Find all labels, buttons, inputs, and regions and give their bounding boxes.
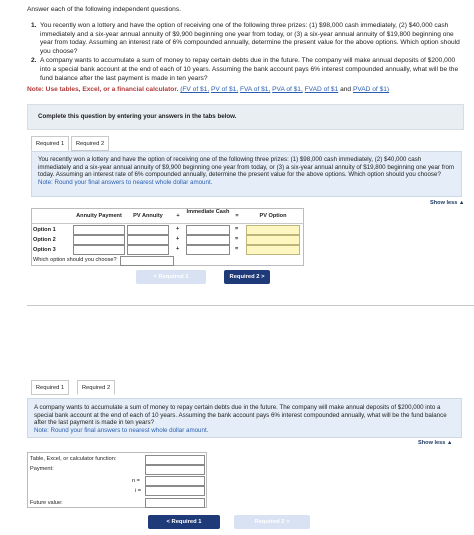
prev-required-1-button[interactable]: < Required 1 bbox=[136, 270, 206, 284]
row-label-n: n = bbox=[132, 478, 140, 484]
question-text: You recently won a lottery and have the option of receiving one of the following three prizes: (1) $98,000 cash immediately, (2) $40,000 cash immediately and a six-year annual annuity of $9,900 beginning one year from today, or (3) a six-year annual annuity of $19,800 beginning one year from today. Assuming an interest rate of 6% compounded annually, determine the present value for the above options. Which option should you choose? bbox=[40, 22, 460, 55]
col-header-equals: = bbox=[235, 213, 239, 219]
tab-required-2[interactable]: Required 2 bbox=[71, 136, 109, 151]
annuity-payment-input[interactable] bbox=[73, 235, 125, 245]
row-label-payment: Payment: bbox=[30, 466, 54, 472]
next-required-2-button[interactable]: Required 2 > bbox=[234, 515, 310, 529]
required2-question-box: A company wants to accumulate a sum of money to repay certain debts due in the future. The company will make annual deposits of $200,000 into a special bank account at the end of each of 10 years. Assuming the bank account pays 6% interest compounded annually, what will be the fund balance after the last payment is made in ten years? Note: Round your final answers to nearest whole dollar amount. bbox=[27, 398, 462, 438]
link-pva[interactable]: PVA of $1, bbox=[272, 86, 303, 93]
tab-required-1[interactable]: Required 1 bbox=[31, 380, 69, 395]
row-label-future-value: Future value: bbox=[30, 500, 63, 506]
question-item: 2. A company wants to accumulate a sum of money to repay certain debts due in the future. The company will make annual deposits of $200,000 into a special bank account at the end of each of 10 years. Assuming the bank account pays 6% interest compounded annually, what will be the fund balance after the last payment is made in ten years? bbox=[31, 57, 459, 82]
show-less-link[interactable]: Show less ▲ bbox=[430, 200, 465, 206]
pv-annuity-input[interactable] bbox=[127, 245, 169, 255]
equals-sign: = bbox=[235, 236, 239, 242]
question-item: 1. You recently won a lottery and have the option of receiving one of the following three prizes: (1) $98,000 cash immediately, (2) $40,000 cash immediately and a six-year annual annuity of $9,900 beginning one year from today, or (3) a six-year annual annuity of $19,800 beginning one year from today. Assuming an interest rate of 6% compounded annually, determine the present value for the above options. Which option should you choose? bbox=[31, 22, 460, 55]
link-pv[interactable]: PV of $1, bbox=[211, 86, 239, 93]
section-divider bbox=[27, 305, 474, 306]
annuity-payment-input[interactable] bbox=[73, 245, 125, 255]
question-text: A company wants to accumulate a sum of money to repay certain debts due in the future. The company will make annual deposits of $200,000 into a special bank account at the end of each of 10 years. Assuming the bank account pays 6% interest compounded annually, what will be the fund balance after the last payment is made in ten years? bbox=[40, 57, 459, 82]
col-header-pv-option: PV Option bbox=[259, 213, 287, 219]
row-label-function: Table, Excel, or calculator function: bbox=[30, 456, 117, 462]
col-header-pv-annuity: PV Annuity bbox=[133, 213, 163, 219]
row-label-i: i = bbox=[135, 488, 142, 494]
immediate-cash-input[interactable] bbox=[186, 245, 230, 255]
row-label-option-3: Option 3 bbox=[33, 247, 56, 253]
i-input[interactable] bbox=[145, 486, 205, 496]
pv-option-input[interactable] bbox=[246, 245, 300, 255]
plus-sign: + bbox=[176, 246, 180, 252]
link-fva[interactable]: FVA of $1, bbox=[239, 86, 271, 93]
link-fvad[interactable]: FVAD of $1 bbox=[304, 86, 339, 93]
payment-input[interactable] bbox=[145, 465, 205, 475]
equals-sign: = bbox=[235, 246, 239, 252]
prev-required-1-button[interactable]: < Required 1 bbox=[148, 515, 220, 529]
link-pvad[interactable]: PVAD of $1) bbox=[352, 86, 390, 93]
question-list bbox=[27, 22, 467, 84]
immediate-cash-input[interactable] bbox=[186, 225, 230, 235]
link-fv[interactable]: (FV of $1, bbox=[180, 86, 210, 93]
n-input[interactable] bbox=[145, 476, 205, 486]
tab-required-1[interactable]: Required 1 bbox=[31, 136, 69, 151]
pv-annuity-input[interactable] bbox=[127, 225, 169, 235]
col-header-immediate-cash: Immediate Cash bbox=[186, 209, 230, 215]
round-note: Note: Round your final answers to nearest whole dollar amount. bbox=[34, 426, 209, 434]
plus-sign: + bbox=[176, 236, 180, 242]
next-required-2-button[interactable]: Required 2 > bbox=[224, 270, 270, 284]
tables-note: Note: Use tables, Excel, or a financial calculator. (FV of $1, PV of $1, FVA of $1, PVA of $1, FVAD of $1 and PVAD of $1) bbox=[27, 86, 390, 93]
intro-text: Answer each of the following independent questions. bbox=[27, 6, 181, 13]
row-label-option-1: Option 1 bbox=[33, 227, 56, 233]
round-note: Note: Round your final answers to nearest whole dollar amount. bbox=[38, 178, 213, 186]
required1-question-box: You recently won a lottery and have the option of receiving one of the following three prizes: (1) $98,000 cash immediately, (2) $40,000 cash immediately and a six-year annual annuity of $9,900 beginning one year from today, or (3) a six-year annual annuity of $19,800 beginning one year from today. Assuming an interest rate of 6% compounded annually, determine the present value for the above options. Which option should you choose? Note: Round your final answers to nearest whole dollar amount. bbox=[31, 151, 462, 197]
function-input[interactable] bbox=[145, 455, 205, 465]
show-less-link[interactable]: Show less ▲ bbox=[418, 440, 453, 446]
instruction-panel: Complete this question by entering your answers in the tabs below. bbox=[27, 104, 464, 130]
col-header-plus: + bbox=[176, 213, 180, 219]
future-value-input[interactable] bbox=[145, 498, 205, 508]
equals-sign: = bbox=[235, 226, 239, 232]
plus-sign: + bbox=[176, 226, 180, 232]
pv-option-input[interactable] bbox=[246, 235, 300, 245]
row-label-option-2: Option 2 bbox=[33, 237, 56, 243]
header-divider bbox=[31, 223, 304, 224]
col-header-annuity-payment: Annuity Payment bbox=[76, 213, 122, 219]
immediate-cash-input[interactable] bbox=[186, 235, 230, 245]
pv-option-input[interactable] bbox=[246, 225, 300, 235]
pv-annuity-input[interactable] bbox=[127, 235, 169, 245]
option-choice-select[interactable] bbox=[120, 256, 174, 266]
tab-required-2[interactable]: Required 2 bbox=[77, 380, 115, 395]
choose-label: Which option should you choose? bbox=[33, 257, 117, 263]
annuity-payment-input[interactable] bbox=[73, 225, 125, 235]
